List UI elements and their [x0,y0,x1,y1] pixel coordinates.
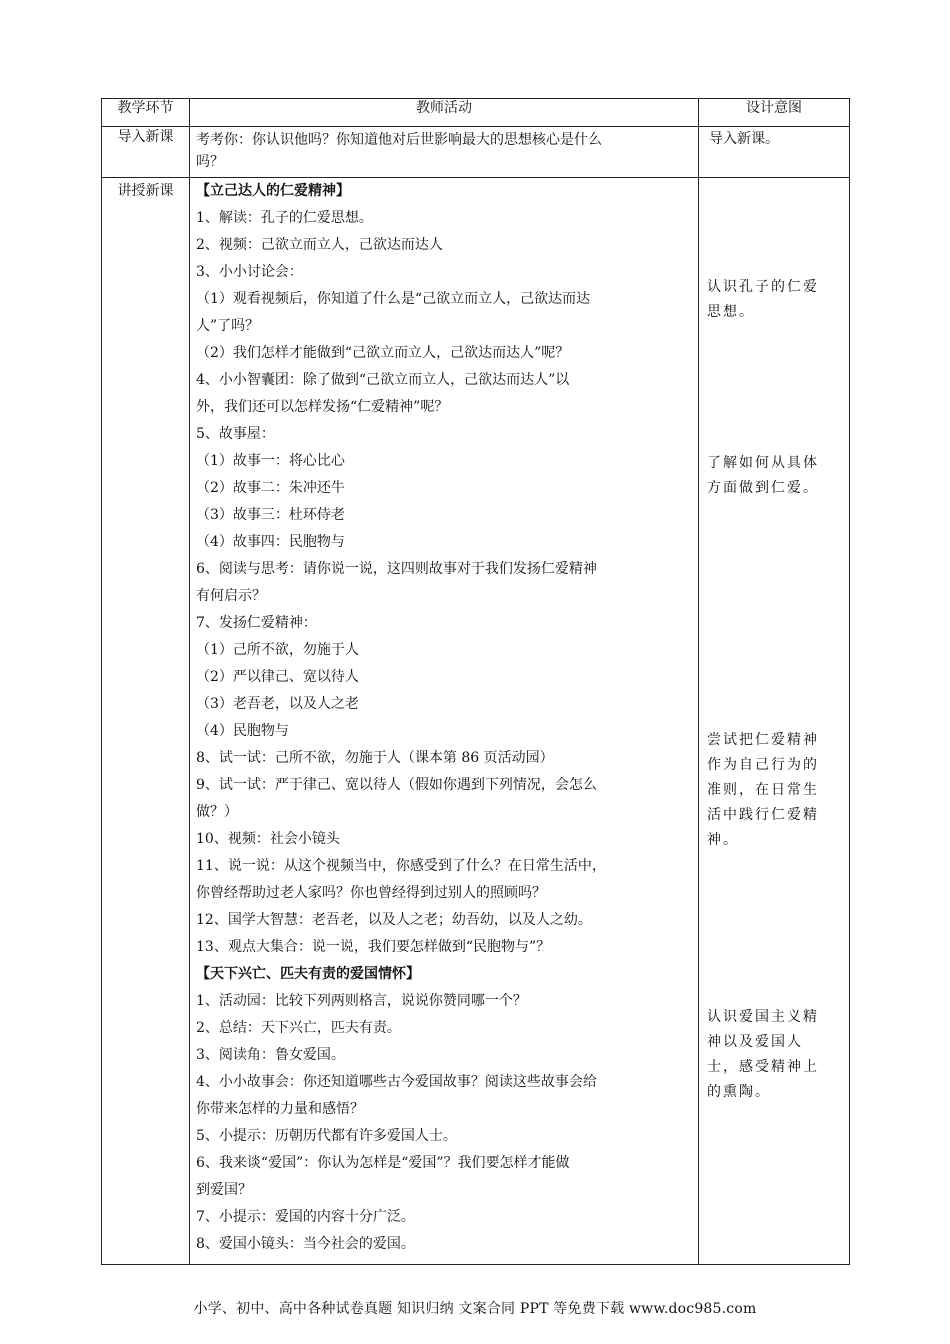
intro-stage: 导入新课 [102,127,190,178]
intent-line: 活中践行仁爱精 [707,807,819,823]
activity-line: 9、试一试：严于律己、宽以待人（假如你遇到下列情况，会怎么 [196,777,597,793]
intro-intent: 导入新课。 [699,127,850,178]
activity-line: 1、解读：孔子的仁爱思想。 [196,210,373,226]
activity-line: 8、爱国小镜头：当今社会的爱国。 [196,1236,415,1252]
intent-line: 神。 [707,832,739,848]
activity-line: （1）己所不欲，勿施于人 [196,642,359,658]
activity-line: 5、故事屋： [196,426,275,442]
activity-line: （2）严以律己、宽以待人 [196,669,359,685]
teach-intents [699,178,850,1265]
activity-line: 4、小小智囊团：除了做到“己欲立而立人，己欲达而达人”以 [196,372,570,388]
teach-activity [190,178,699,1265]
activity-line: （2）我们怎样才能做到“己欲立而立人，己欲达而达人”呢？ [196,345,570,361]
intent-block-2 [707,451,841,501]
activity-line: 2、总结：天下兴亡，匹夫有责。 [196,1020,401,1036]
activity-line: 11、说一说：从这个视频当中，你感受到了什么？在日常生活中， [196,858,606,874]
activity-line: 5、小提示：历朝历代都有许多爱国人士。 [196,1128,457,1144]
activity-line: 4、小小故事会：你还知道哪些古今爱国故事？阅读这些故事会给 [196,1074,597,1090]
activity-line: 13、观点大集合：说一说，我们要怎样做到“民胞物与”？ [196,939,551,955]
header-intent: 设计意图 [699,99,850,127]
activity-line: 你曾经帮助过老人家吗？你也曾经得到过别人的照顾吗？ [196,885,546,901]
activity-line: （4）民胞物与 [196,723,289,739]
section-heading: 【立己达人的仁爱精神】 [196,183,350,199]
activity-line: 8、试一试：己所不欲，勿施于人（课本第 86 页活动园） [196,750,554,766]
activity-line: 你带来怎样的力量和感悟？ [196,1101,364,1117]
activity-line: 有何启示？ [196,588,266,604]
intent-line: 思想。 [707,304,755,320]
activity-line: （2）故事二：朱冲还牛 [196,480,345,496]
intent-line: 的熏陶。 [707,1084,771,1100]
activity-line: 10、视频：社会小镜头 [196,831,340,847]
activity-line: 做？） [196,804,238,820]
activity-line: （1）观看视频后，你知道了什么是“己欲立而立人，己欲达而达 [196,291,591,307]
intent-line: 认识爱国主义精 [707,1009,819,1025]
activity-line: 6、阅读与思考：请你说一说，这四则故事对于我们发扬仁爱精神 [196,561,597,577]
header-row [102,99,850,127]
intent-line: 尝试把仁爱精神 [707,732,819,748]
activity-line: 3、阅读角：鲁女爱国。 [196,1047,345,1063]
activity-line: （3）老吾老，以及人之老 [196,696,359,712]
intent-block-4 [707,1005,841,1105]
intro-activity-line: 考考你：你认识他吗？你知道他对后世影响最大的思想核心是什么 [196,132,602,148]
intent-line: 神以及爱国人 [707,1034,803,1050]
teach-row [102,178,850,1265]
section-heading: 【天下兴亡、匹夫有责的爱国情怀】 [196,966,420,982]
activity-line: 外，我们还可以怎样发扬“仁爱精神”呢？ [196,399,449,415]
header-activity: 教师活动 [190,99,699,127]
lesson-plan-table [101,98,850,1265]
activity-line: 3、小小讨论会： [196,264,303,280]
intent-block-1 [707,275,841,325]
intent-line: 了解如何从具体 [707,455,819,471]
page-footer: 小学、初中、高中各种试卷真题 知识归纳 文案合同 PPT 等免费下载 www.doc985.com [193,1301,757,1317]
intent-line: 方面做到仁爱。 [707,480,819,496]
activity-line: 12、国学大智慧：老吾老，以及人之老；幼吾幼，以及人之幼。 [196,912,592,928]
activity-line: 6、我来谈“爱国”：你认为怎样是“爱国”？我们要怎样才能做 [196,1155,570,1171]
intent-line: 准则，在日常生 [707,782,819,798]
intent-block-3 [707,728,841,853]
activity-line: （4）故事四：民胞物与 [196,534,345,550]
intent-line: 士，感受精神上 [707,1059,819,1075]
header-stage: 教学环节 [102,99,190,127]
intent-line: 认识孔子的仁爱 [707,279,819,295]
intent-line: 作为自己行为的 [707,757,819,773]
activity-line: （3）故事三：杜环侍老 [196,507,345,523]
intro-row [102,127,850,178]
activity-line: 1、活动园：比较下列两则格言，说说你赞同哪一个？ [196,993,527,1009]
intro-activity [190,127,699,178]
activity-line: 人”了吗？ [196,318,260,334]
activity-line: 2、视频：己欲立而立人，己欲达而达人 [196,237,443,253]
intro-activity-line: 吗？ [196,154,224,170]
activity-line: 7、小提示：爱国的内容十分广泛。 [196,1209,415,1225]
activity-line: （1）故事一：将心比心 [196,453,345,469]
activity-line: 7、发扬仁爱精神： [196,615,317,631]
teach-stage: 讲授新课 [102,178,190,1265]
activity-line: 到爱国？ [196,1182,252,1198]
